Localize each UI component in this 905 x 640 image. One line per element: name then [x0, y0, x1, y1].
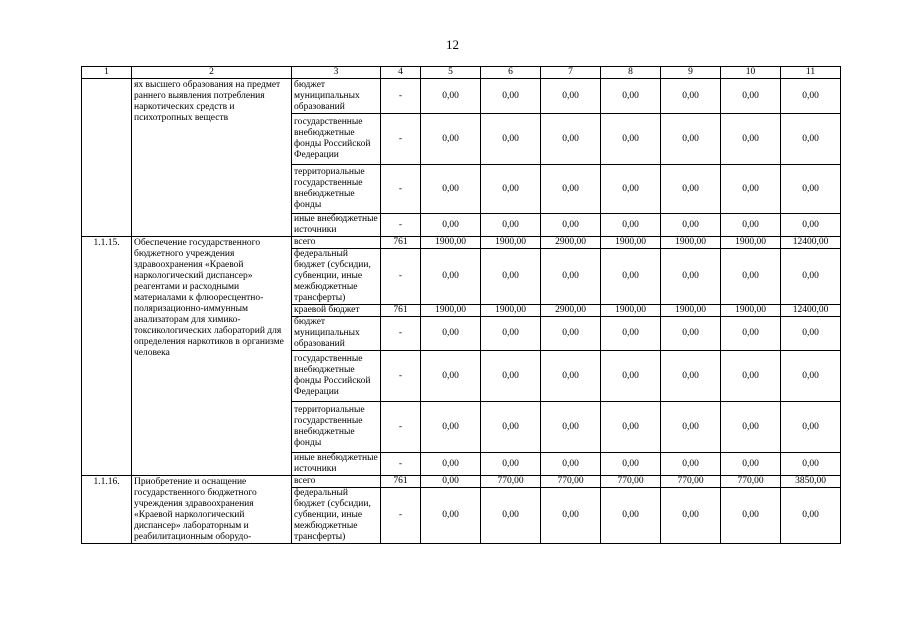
- amount-cell: 0,00: [781, 453, 841, 476]
- funding-source: бюджет муниципальных образований: [292, 317, 381, 351]
- amount-cell: 0,00: [541, 402, 601, 453]
- amount-cell: 770,00: [541, 476, 601, 488]
- amount-cell: 0,00: [481, 214, 541, 237]
- amount-cell: 0,00: [541, 79, 601, 114]
- funding-source: государственные внебюджетные фонды Российской Федерации: [292, 114, 381, 165]
- amount-cell: 0,00: [421, 402, 481, 453]
- amount-cell: 2900,00: [541, 305, 601, 317]
- amount-cell: 0,00: [721, 214, 781, 237]
- amount-cell: 0,00: [661, 453, 721, 476]
- amount-cell: 0,00: [661, 249, 721, 305]
- amount-cell: 0,00: [661, 402, 721, 453]
- funding-source: всего: [292, 476, 381, 488]
- amount-cell: 1900,00: [661, 305, 721, 317]
- amount-cell: 770,00: [721, 476, 781, 488]
- amount-cell: 0,00: [721, 488, 781, 544]
- amount-cell: 12400,00: [781, 305, 841, 317]
- amount-cell: 0,00: [541, 351, 601, 402]
- amount-cell: 0,00: [781, 351, 841, 402]
- funding-source: всего: [292, 237, 381, 249]
- amount-cell: 0,00: [601, 453, 661, 476]
- funding-source: федеральный бюджет (субсидии, субвенции, иные межбюджетные трансферты): [292, 488, 381, 544]
- amount-cell: 0,00: [601, 317, 661, 351]
- amount-cell: 0,00: [781, 317, 841, 351]
- amount-cell: 0,00: [601, 79, 661, 114]
- amount-cell: 0,00: [601, 402, 661, 453]
- amount-cell: 0,00: [421, 351, 481, 402]
- amount-cell: 0,00: [541, 453, 601, 476]
- amount-cell: 0,00: [721, 402, 781, 453]
- funding-source: территориальные государственные внебюджетные фонды: [292, 402, 381, 453]
- grbs-code-cell: -: [381, 214, 421, 237]
- grbs-code-cell: -: [381, 249, 421, 305]
- amount-cell: 770,00: [601, 476, 661, 488]
- header-cell: 6: [481, 67, 541, 79]
- amount-cell: 0,00: [721, 317, 781, 351]
- amount-cell: 0,00: [481, 249, 541, 305]
- amount-cell: 0,00: [661, 317, 721, 351]
- budget-table: [81, 66, 841, 544]
- amount-cell: 0,00: [781, 214, 841, 237]
- amount-cell: 0,00: [421, 488, 481, 544]
- funding-source: федеральный бюджет (субсидии, субвенции, иные межбюджетные трансферты): [292, 249, 381, 305]
- amount-cell: 0,00: [601, 351, 661, 402]
- header-row: [82, 67, 841, 79]
- amount-cell: 0,00: [601, 114, 661, 165]
- header-cell: 10: [721, 67, 781, 79]
- amount-cell: 0,00: [421, 317, 481, 351]
- amount-cell: 1900,00: [481, 237, 541, 249]
- funding-source: государственные внебюджетные фонды Российской Федерации: [292, 351, 381, 402]
- amount-cell: 0,00: [421, 249, 481, 305]
- header-cell: 4: [381, 67, 421, 79]
- table-row: [82, 79, 841, 114]
- grbs-code-cell: 761: [381, 476, 421, 488]
- amount-cell: 0,00: [541, 214, 601, 237]
- amount-cell: 0,00: [721, 249, 781, 305]
- amount-cell: 0,00: [481, 317, 541, 351]
- grbs-code-cell: -: [381, 453, 421, 476]
- amount-cell: 0,00: [721, 79, 781, 114]
- header-cell: 5: [421, 67, 481, 79]
- item-name: ях высшего образования на предмет раннего выявления потребления наркотических средств и психотропных веществ: [132, 79, 292, 237]
- amount-cell: 1900,00: [601, 237, 661, 249]
- amount-cell: 770,00: [481, 476, 541, 488]
- amount-cell: 0,00: [421, 453, 481, 476]
- amount-cell: 0,00: [781, 165, 841, 214]
- amount-cell: 0,00: [781, 79, 841, 114]
- amount-cell: 0,00: [721, 453, 781, 476]
- amount-cell: 0,00: [421, 165, 481, 214]
- grbs-code-cell: -: [381, 114, 421, 165]
- table-row: [82, 476, 841, 488]
- amount-cell: 1900,00: [421, 237, 481, 249]
- grbs-code-cell: -: [381, 402, 421, 453]
- header-cell: 8: [601, 67, 661, 79]
- funding-source: бюджет муниципальных образований: [292, 79, 381, 114]
- amount-cell: 0,00: [481, 402, 541, 453]
- amount-cell: 3850,00: [781, 476, 841, 488]
- amount-cell: 0,00: [661, 214, 721, 237]
- amount-cell: 2900,00: [541, 237, 601, 249]
- table-row: [82, 237, 841, 249]
- amount-cell: 0,00: [601, 488, 661, 544]
- amount-cell: 0,00: [481, 114, 541, 165]
- amount-cell: 1900,00: [721, 305, 781, 317]
- item-code: [82, 79, 132, 237]
- amount-cell: 770,00: [661, 476, 721, 488]
- amount-cell: 0,00: [661, 114, 721, 165]
- header-cell: 3: [292, 67, 381, 79]
- amount-cell: 0,00: [781, 249, 841, 305]
- amount-cell: 1900,00: [601, 305, 661, 317]
- amount-cell: 0,00: [661, 165, 721, 214]
- grbs-code-cell: -: [381, 317, 421, 351]
- funding-source: территориальные государственные внебюджетные фонды: [292, 165, 381, 214]
- item-code: 1.1.15.: [82, 237, 132, 476]
- amount-cell: 0,00: [541, 249, 601, 305]
- amount-cell: 0,00: [721, 114, 781, 165]
- amount-cell: 1900,00: [481, 305, 541, 317]
- grbs-code-cell: -: [381, 165, 421, 214]
- amount-cell: 0,00: [481, 453, 541, 476]
- header-cell: 7: [541, 67, 601, 79]
- amount-cell: 1900,00: [421, 305, 481, 317]
- amount-cell: 0,00: [781, 488, 841, 544]
- amount-cell: 0,00: [601, 165, 661, 214]
- amount-cell: 0,00: [421, 114, 481, 165]
- amount-cell: 0,00: [781, 114, 841, 165]
- amount-cell: 0,00: [541, 317, 601, 351]
- amount-cell: 0,00: [421, 214, 481, 237]
- amount-cell: 0,00: [421, 476, 481, 488]
- header-cell: 9: [661, 67, 721, 79]
- grbs-code-cell: 761: [381, 237, 421, 249]
- item-name: Обеспечение государственного бюджетного учреждения здравоохранения «Краевой наркологический диспансер» реагентами и расходными материалами к флюоресцентно-поляризационно-иммунным анализаторам для химико-токсикологических лабораторий для определения наркотиков в организме человека: [132, 237, 292, 476]
- header-cell: 1: [82, 67, 132, 79]
- funding-source: иные внебюджетные источники: [292, 214, 381, 237]
- amount-cell: 0,00: [601, 214, 661, 237]
- amount-cell: 0,00: [721, 165, 781, 214]
- funding-source: краевой бюджет: [292, 305, 381, 317]
- amount-cell: 0,00: [481, 351, 541, 402]
- amount-cell: 0,00: [481, 79, 541, 114]
- amount-cell: 0,00: [661, 351, 721, 402]
- page-number: 12: [446, 37, 459, 52]
- grbs-code-cell: -: [381, 488, 421, 544]
- amount-cell: 0,00: [601, 249, 661, 305]
- amount-cell: 0,00: [541, 165, 601, 214]
- amount-cell: 0,00: [721, 351, 781, 402]
- amount-cell: 12400,00: [781, 237, 841, 249]
- header-cell: 11: [781, 67, 841, 79]
- header-cell: 2: [132, 67, 292, 79]
- grbs-code-cell: -: [381, 79, 421, 114]
- amount-cell: 0,00: [541, 488, 601, 544]
- amount-cell: 0,00: [481, 165, 541, 214]
- amount-cell: 1900,00: [721, 237, 781, 249]
- amount-cell: 0,00: [781, 402, 841, 453]
- amount-cell: 0,00: [421, 79, 481, 114]
- funding-source: иные внебюджетные источники: [292, 453, 381, 476]
- item-code: 1.1.16.: [82, 476, 132, 544]
- amount-cell: 0,00: [661, 79, 721, 114]
- amount-cell: 0,00: [481, 488, 541, 544]
- amount-cell: 0,00: [541, 114, 601, 165]
- amount-cell: 0,00: [661, 488, 721, 544]
- grbs-code-cell: 761: [381, 305, 421, 317]
- amount-cell: 1900,00: [661, 237, 721, 249]
- grbs-code-cell: -: [381, 351, 421, 402]
- item-name: Приобретение и оснащение государственного бюджетного учреждения здравоохранения «Краевой наркологический диспансер» лабораторным и реабилитационным оборудо-: [132, 476, 292, 544]
